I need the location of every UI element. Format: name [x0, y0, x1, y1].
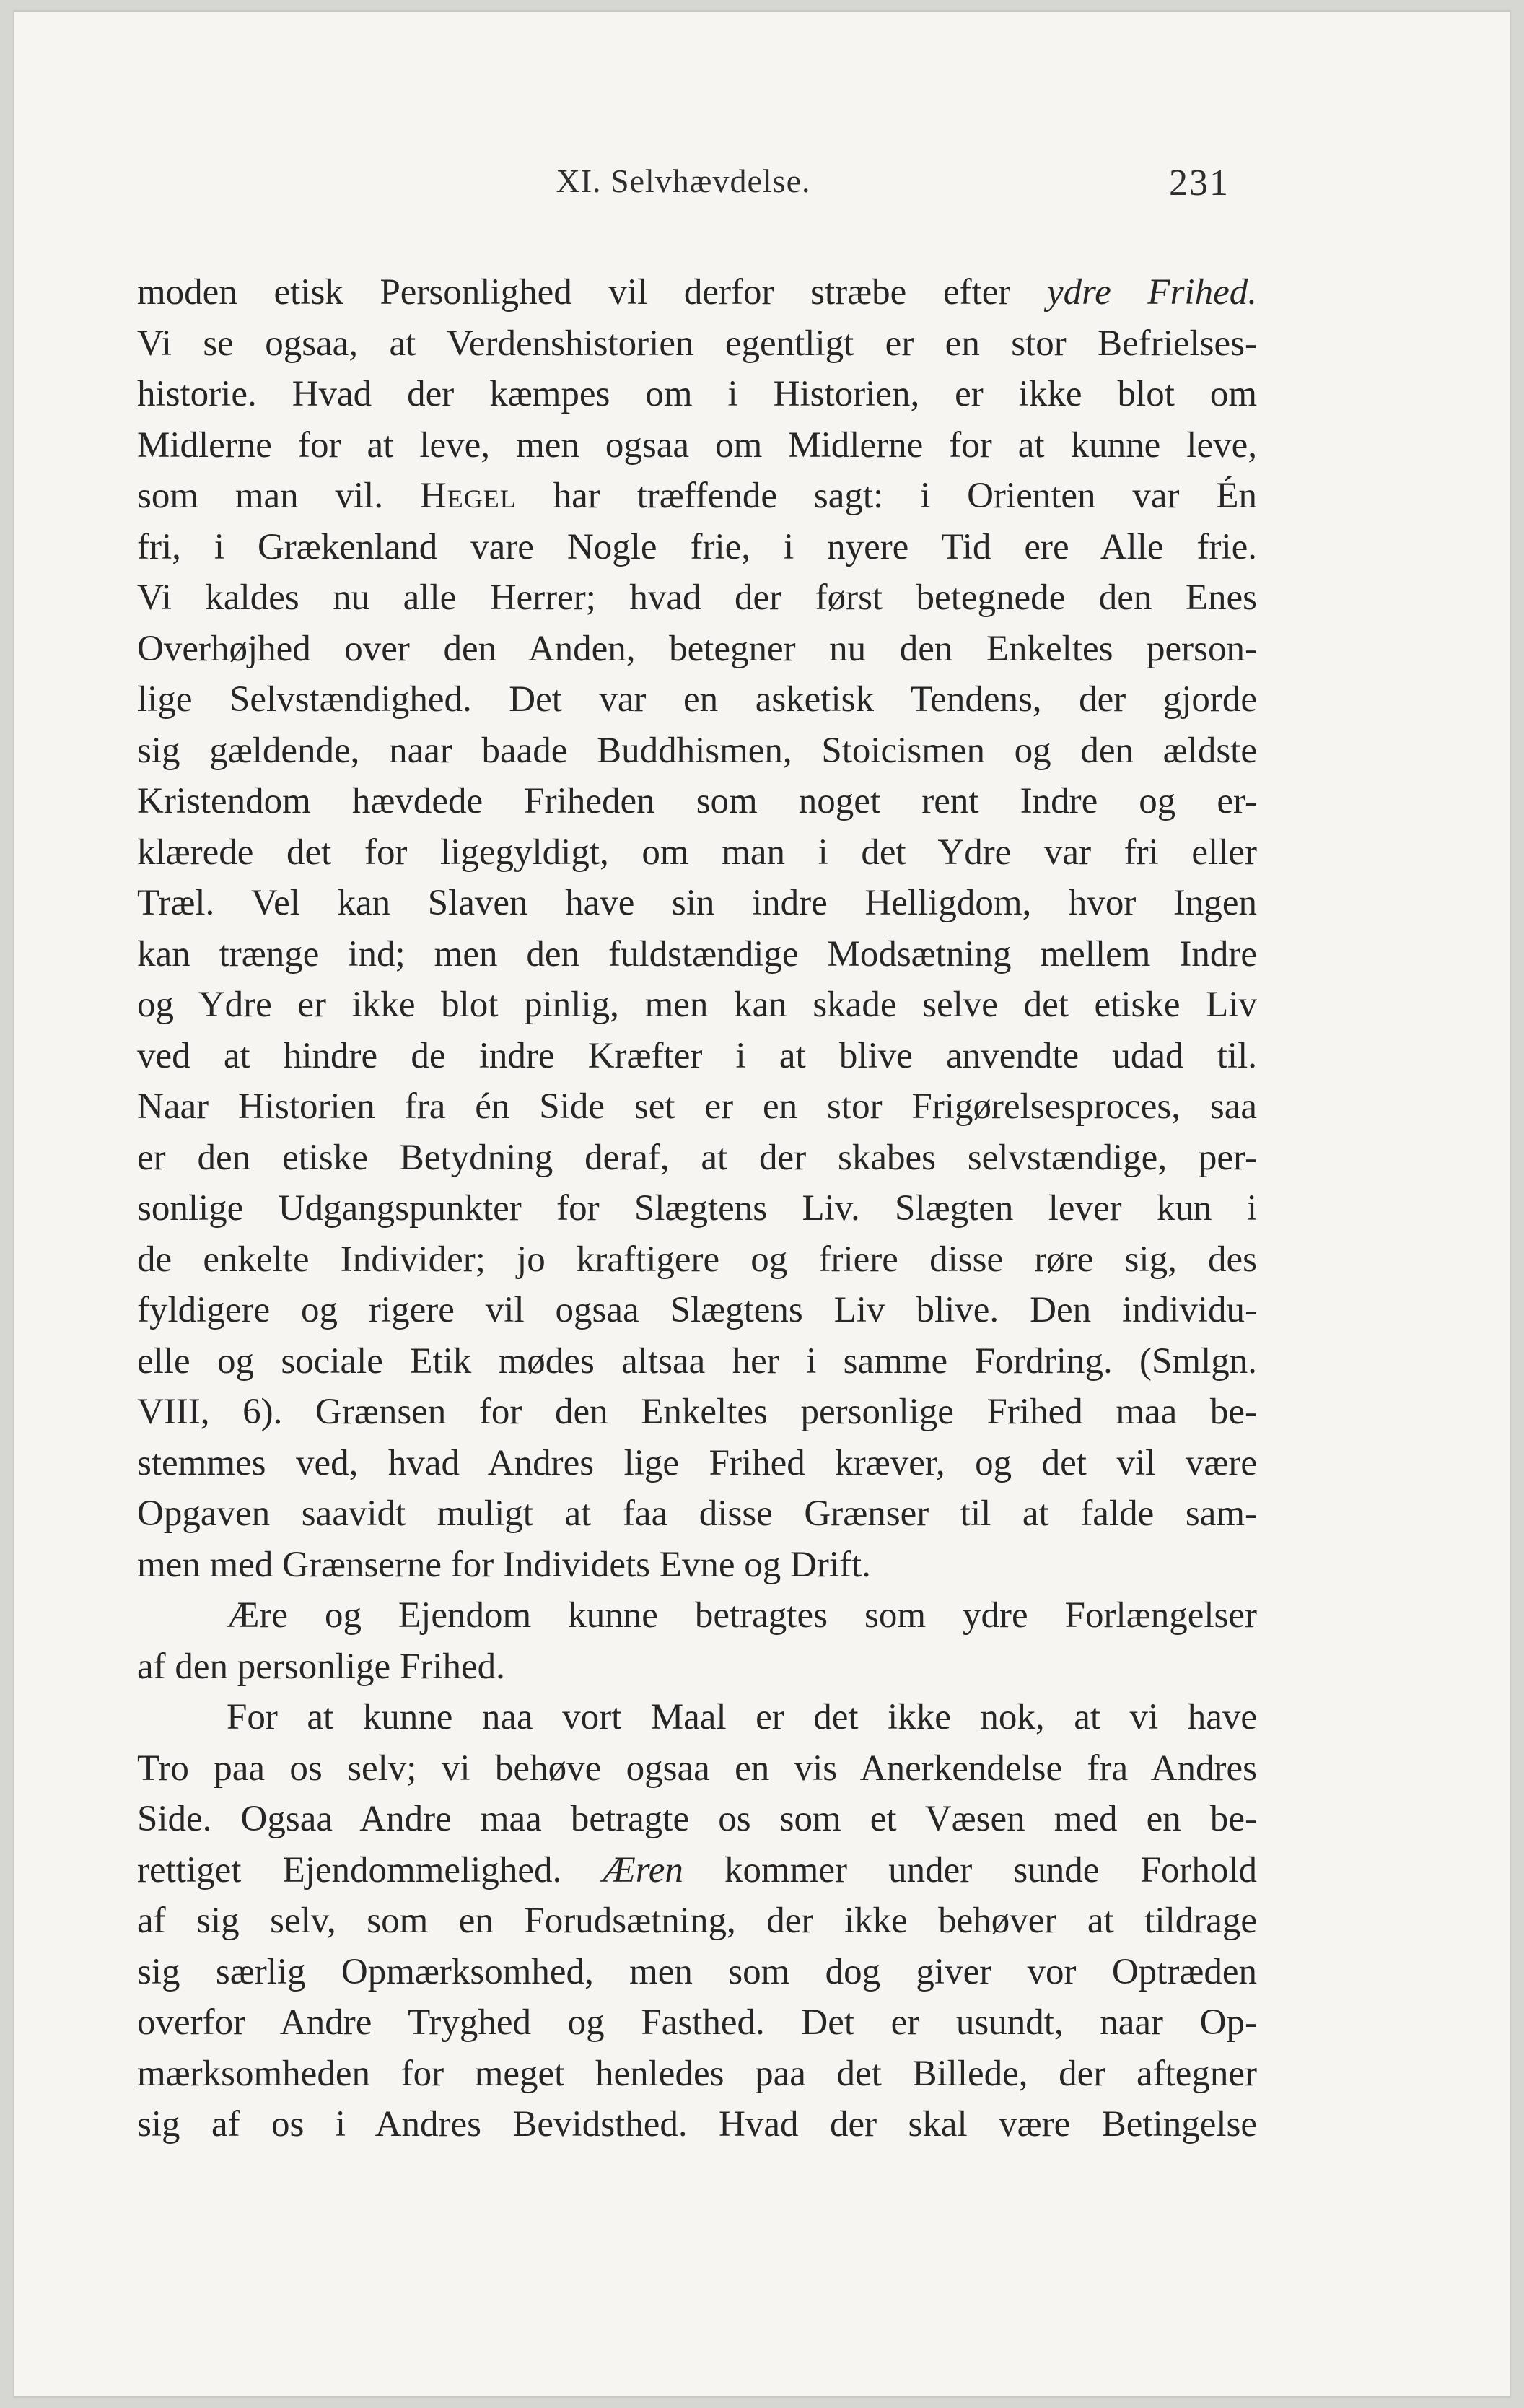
- text-segment: af sig selv, som en Forudsætning, der ikke behøver at tildrage: [137, 1901, 1257, 1941]
- text-segment: Midlerne for at leve, men ogsaa om Midlerne for at kunne leve,: [137, 424, 1257, 466]
- text-segment: fri, i Grækenland vare Nogle frie, i nyere Tid ere Alle frie.: [137, 526, 1257, 567]
- text-line: [137, 1438, 1257, 1489]
- text-line: [137, 2049, 1257, 2100]
- text-segment: men med Grænserne for Individets Evne og Drift.: [137, 1544, 871, 1585]
- text-line: [137, 420, 1257, 471]
- text-line: [137, 1133, 1257, 1184]
- text-segment: historie. Hvad der kæmpes om i Historien, er ikke blot om: [137, 374, 1257, 414]
- text-line: [137, 572, 1257, 624]
- text-segment: som man vil.: [137, 476, 420, 516]
- text-line: [137, 1692, 1257, 1743]
- text-segment: af den personlige Frihed.: [137, 1646, 505, 1687]
- text-segment: Træl. Vel kan Slaven have sin indre Helligdom, hvor Ingen: [137, 883, 1257, 923]
- page-number: 231: [1169, 162, 1230, 204]
- text-line: [137, 878, 1257, 929]
- text-segment: og Ydre er ikke blot pinlig, men kan skade selve det etiske Liv: [137, 985, 1257, 1025]
- text-line: [137, 1947, 1257, 1998]
- text-line: [137, 827, 1257, 878]
- text-segment: fyldigere og rigere vil ogsaa Slægtens Liv blive. Den individu-: [137, 1290, 1257, 1330]
- text-line: [137, 1641, 1257, 1693]
- text-line: [137, 624, 1257, 675]
- italic-text: Æren: [603, 1849, 683, 1890]
- text-line: [137, 267, 1257, 318]
- text-segment: lige Selvstændighed. Det var en asketisk Tendens, der gjorde: [137, 679, 1257, 720]
- text-segment: Overhøjhed over den Anden, betegner nu den Enkeltes person-: [137, 628, 1257, 669]
- text-segment: Vi se ogsaa, at Verdenshistorien egentligt er en stor Befrielses-: [137, 323, 1257, 364]
- smallcaps-text: Hegel: [419, 476, 517, 516]
- text-line: [137, 1845, 1257, 1896]
- text-segment: Opgaven saavidt muligt at faa disse Grænser til at falde sam-: [137, 1493, 1257, 1534]
- text-segment: sig gældende, naar baade Buddhismen, Stoicismen og den ældste: [137, 730, 1257, 771]
- text-segment: For at kunne naa vort Maal er det ikke nok, at vi have: [227, 1697, 1257, 1737]
- text-segment: Naar Historien fra én Side set er en stor Frigørelsesproces, saa: [137, 1086, 1257, 1127]
- text-line: [137, 369, 1257, 420]
- italic-text: ydre Frihed.: [1047, 272, 1257, 313]
- text-segment: overfor Andre Tryghed og Fasthed. Det er usundt, naar Op-: [137, 2002, 1257, 2043]
- text-line: [137, 929, 1257, 980]
- text-line: [137, 1896, 1257, 1947]
- book-page: [13, 10, 1511, 2398]
- text-line: [137, 318, 1257, 370]
- text-line: [137, 1540, 1257, 1591]
- running-head: [137, 162, 1230, 212]
- running-title: XI. Selvhævdelse.: [556, 162, 811, 199]
- text-line: [137, 1285, 1257, 1336]
- text-segment: elle og sociale Etik mødes altsaa her i samme Fordring. (Smlgn.: [137, 1340, 1257, 1382]
- text-segment: VIII, 6). Grænsen for den Enkeltes personlige Frihed maa be-: [137, 1392, 1257, 1432]
- text-segment: Kristendom hævdede Friheden som noget rent Indre og er-: [137, 781, 1257, 821]
- text-line: [137, 1234, 1257, 1286]
- text-line: [137, 1794, 1257, 1845]
- text-segment: rettiget Ejendommelighed.: [137, 1849, 603, 1890]
- text-segment: sig særlig Opmærksomhed, men som dog giver vor Optræden: [137, 1951, 1257, 1992]
- text-segment: de enkelte Individer; jo kraftigere og friere disse røre sig, des: [137, 1239, 1257, 1280]
- text-line: [137, 471, 1257, 522]
- text-line: [137, 776, 1257, 827]
- text-line: [137, 1743, 1257, 1794]
- text-line: [137, 674, 1257, 725]
- text-line: [137, 2099, 1257, 2150]
- text-segment: Side. Ogsaa Andre maa betragte os som et Væsen med en be-: [137, 1799, 1257, 1839]
- body-text: [137, 267, 1257, 2150]
- text-line: [137, 1336, 1257, 1387]
- text-line: [137, 980, 1257, 1031]
- text-segment: sig af os i Andres Bevidsthed. Hvad der skal være Betingelse: [137, 2104, 1257, 2145]
- text-line: [137, 1590, 1257, 1641]
- text-line: [137, 1031, 1257, 1082]
- text-line: [137, 725, 1257, 777]
- text-segment: Ære og Ejendom kunne betragtes som ydre Forlængelser: [227, 1595, 1257, 1636]
- text-segment: Tro paa os selv; vi behøve ogsaa en vis Anerkendelse fra Andres: [137, 1748, 1257, 1789]
- text-line: [137, 1081, 1257, 1133]
- text-segment: klærede det for ligegyldigt, om man i det Ydre var fri eller: [137, 832, 1257, 873]
- text-segment: moden etisk Personlighed vil derfor stræbe efter: [137, 272, 1048, 313]
- text-segment: mærksomheden for meget henledes paa det Billede, der aftegner: [137, 2053, 1257, 2094]
- text-segment: er den etiske Betydning deraf, at der skabes selvstændige, per-: [137, 1137, 1257, 1178]
- text-segment: sonlige Udgangspunkter for Slægtens Liv. Slægten lever kun i: [137, 1188, 1257, 1229]
- text-segment: kan trænge ind; men den fuldstændige Modsætning mellem Indre: [137, 933, 1257, 974]
- text-segment: kommer under sunde Forhold: [683, 1849, 1258, 1890]
- text-segment: ved at hindre de indre Kræfter i at blive anvendte udad til.: [137, 1035, 1257, 1076]
- text-line: [137, 1997, 1257, 2049]
- text-segment: Vi kaldes nu alle Herrer; hvad der først betegnede den Enes: [137, 577, 1257, 618]
- text-line: [137, 522, 1257, 573]
- text-segment: har træffende sagt: i Orienten var Én: [516, 476, 1257, 516]
- text-line: [137, 1183, 1257, 1234]
- text-line: [137, 1387, 1257, 1438]
- text-segment: stemmes ved, hvad Andres lige Frihed kræver, og det vil være: [137, 1442, 1257, 1483]
- text-line: [137, 1488, 1257, 1540]
